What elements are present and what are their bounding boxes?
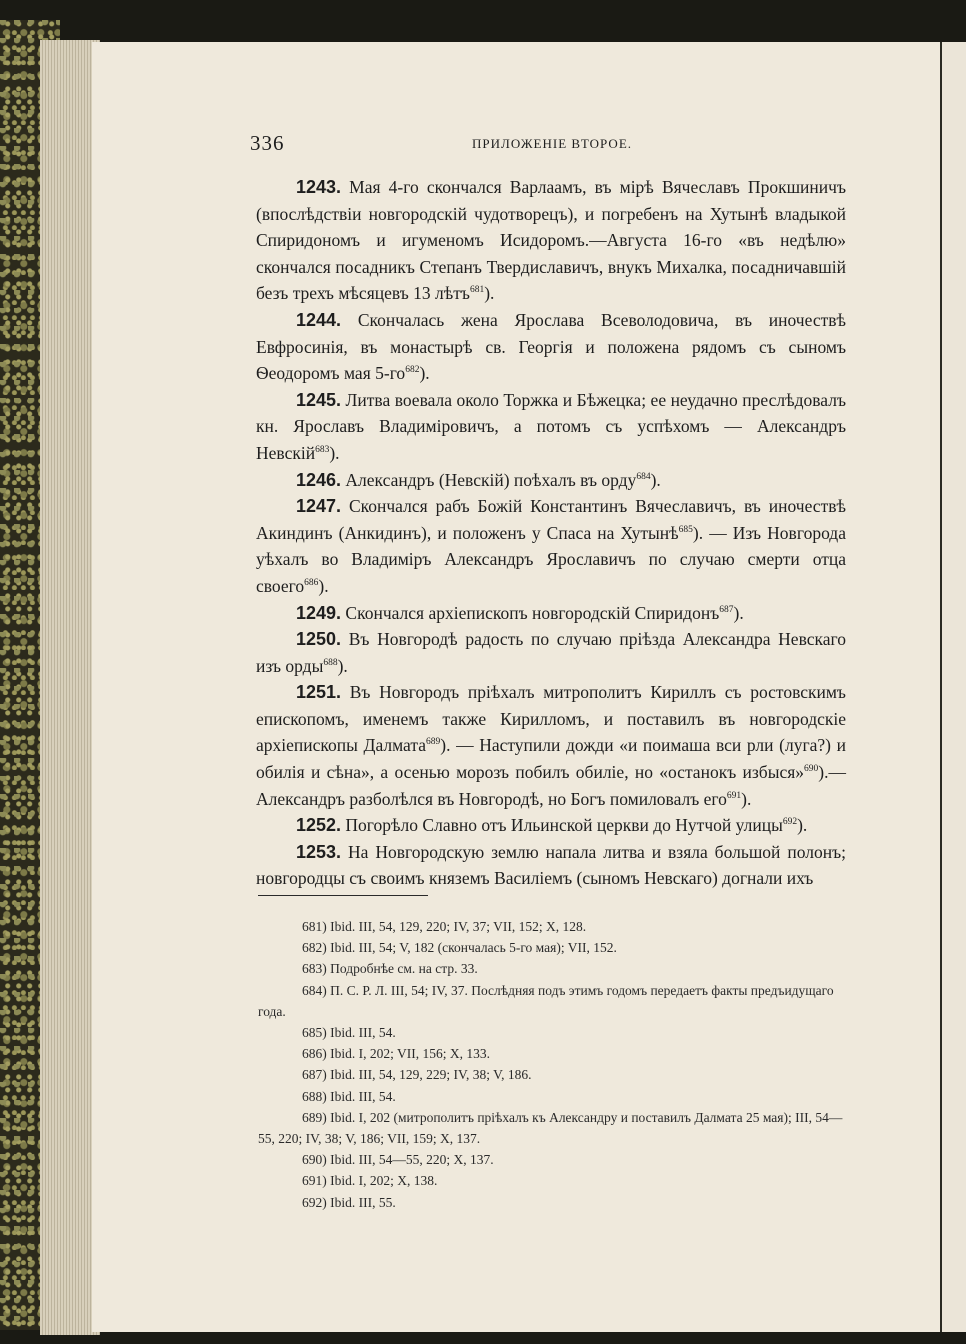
entry-year: 1243. bbox=[296, 177, 342, 197]
footnote-ref: 689 bbox=[426, 737, 441, 748]
entry-1246 bbox=[256, 467, 846, 494]
entry-year: 1247. bbox=[296, 496, 342, 517]
entry-year: 1252. bbox=[296, 815, 342, 836]
page-stack-edge bbox=[40, 40, 100, 1335]
entry-year: 1250. bbox=[296, 629, 342, 650]
entry-tail: ). bbox=[419, 363, 430, 384]
entry-text: Александръ (Невскій) поѣхалъ въ орду bbox=[341, 469, 637, 490]
entry-tail: ). bbox=[329, 442, 340, 463]
entry-tail: ). bbox=[337, 655, 348, 676]
entry-tail: ). bbox=[484, 283, 495, 304]
entry-text: Скончалась жена Ярослава Всеволодовича, въ иночествѣ Евфросинія, въ монастырѣ св. Георгія и положена рядомъ съ сыномъ Ѳеодоромъ мая 5-го bbox=[256, 309, 846, 384]
entry-tail: ). bbox=[797, 815, 808, 836]
entry-1251 bbox=[256, 679, 846, 812]
entry-tail: ). bbox=[733, 602, 744, 623]
entry-year: 1249. bbox=[296, 602, 342, 623]
footnote: 690) Ibid. III, 54—55, 220; X, 137. bbox=[302, 1152, 494, 1168]
footnote: 683) Подробнѣе см. на стр. 33. bbox=[302, 961, 478, 977]
entry-1245 bbox=[256, 387, 846, 467]
footnote-ref: 686 bbox=[304, 578, 319, 589]
entry-year: 1244. bbox=[296, 309, 342, 330]
entry-text: Въ Новгородѣ радость по случаю пріѣзда Александра Невскаго изъ орды bbox=[256, 629, 846, 676]
page-number: 336 bbox=[250, 131, 285, 155]
main-text bbox=[256, 174, 846, 892]
entry-year: 1251. bbox=[296, 682, 342, 703]
page-header bbox=[250, 131, 845, 157]
footnote: 684) П. С. Р. Л. III, 54; IV, 37. Послѣдняя подъ этимъ годомъ передаетъ факты предъидущаго года. bbox=[258, 982, 834, 1019]
entry-text: Въ Новгородъ пріѣхалъ митрополитъ Кириллъ съ ростовскимъ епископомъ, именемъ также Кирилломъ, и поставилъ въ новгородскіе архіепископы Далмата bbox=[256, 682, 846, 756]
footnote-ref: 682 bbox=[405, 365, 420, 376]
entry-1249 bbox=[256, 600, 846, 627]
facing-page-edge bbox=[940, 42, 966, 1332]
entry-tail: ). bbox=[650, 469, 661, 490]
entry-tail: ). bbox=[741, 788, 752, 809]
entry-1247 bbox=[256, 493, 846, 599]
footnote: 686) Ibid. I, 202; VII, 156; X, 133. bbox=[302, 1046, 490, 1062]
footnote-divider bbox=[258, 895, 428, 896]
footnote-ref: 685 bbox=[678, 524, 693, 535]
entry-1252 bbox=[256, 812, 846, 839]
entry-tail: ).— Александръ разболѣлся въ Новгородѣ, но Богъ помиловалъ его bbox=[256, 762, 846, 809]
entry-text: Погорѣло Славно отъ Ильинской церкви до Нутчой улицы bbox=[341, 815, 783, 836]
footnote: 692) Ibid. III, 55. bbox=[302, 1194, 396, 1210]
entry-text: Скончался архіепископъ новгородскій Спиридонъ bbox=[341, 602, 720, 623]
entry-text: На Новгородскую землю напала литва и взяла большой полонъ; новгородцы съ своимъ княземъ Василіемъ (сыномъ Невскаго) догнали ихъ bbox=[256, 841, 846, 889]
footnote-ref: 684 bbox=[636, 471, 651, 482]
entry-1250 bbox=[256, 626, 846, 679]
entry-tail: ). bbox=[318, 575, 329, 596]
footnote: 691) Ibid. I, 202; X, 138. bbox=[302, 1173, 438, 1189]
footnote-ref: 683 bbox=[315, 445, 330, 456]
entry-text: Скончался рабъ Божій Константинъ Вячеславичъ, въ иночествѣ Акиндинъ (Анкидинъ), и положенъ у Спаса на Хутынѣ bbox=[256, 496, 846, 543]
footnote: 682) Ibid. III, 54; V, 182 (скончалась 5-го мая); VII, 152. bbox=[302, 940, 617, 956]
footnote: 688) Ibid. III, 54. bbox=[302, 1088, 396, 1104]
footnote: 681) Ibid. III, 54, 129, 220; IV, 37; VII, 152; X, 128. bbox=[302, 919, 587, 934]
entry-year: 1246. bbox=[296, 469, 342, 490]
entry-tail: ). — Изъ Новгорода уѣхалъ во Владиміръ Александръ Ярославичъ по случаю смерти отца своего bbox=[256, 522, 846, 596]
footnote: 685) Ibid. III, 54. bbox=[302, 1025, 396, 1041]
entry-year: 1245. bbox=[296, 389, 342, 410]
footnote-ref: 688 bbox=[323, 657, 338, 668]
footnote: 689) Ibid. I, 202 (митрополитъ пріѣхалъ къ Александру и поставилъ Далмата 25 мая); III, 54—55, 220; IV, 38; V, 186; VII, 159; X, 137. bbox=[258, 1109, 843, 1147]
footnotes bbox=[258, 916, 850, 1213]
footnote-ref: 690 bbox=[804, 764, 819, 775]
entry-text: Мая 4-го скончался Варлаамъ, въ мірѣ Вячеславъ Прокшиничъ (впослѣдствіи новгородскій чудотворецъ), и погребенъ на Хутынѣ владыкой Спиридономъ и игуменомъ Исидоромъ.—Августа 16-го «въ недѣлю» скончался посадникъ Степанъ Твердиславичъ, внукъ Михалка, посадничавшій безъ трехъ мѣсяцевъ 13 лѣтъ bbox=[256, 177, 846, 304]
entry-1253 bbox=[256, 839, 846, 892]
footnote: 687) Ibid. III, 54, 129, 229; IV, 38; V, 186. bbox=[302, 1067, 532, 1083]
footnote-ref: 692 bbox=[782, 817, 798, 828]
entry-tail: ). — Наступили дожди «и поимаша вси рли (луга?) и обилія и сѣна», а осенью морозъ побилъ обиліе, но «останокъ избыся» bbox=[256, 735, 846, 783]
footnote-ref: 691 bbox=[726, 790, 742, 801]
entry-year: 1253. bbox=[296, 841, 342, 862]
entry-1244 bbox=[256, 307, 846, 387]
entry-text: Литва воевала около Торжка и Бѣжецка; ее неудачно преслѣдовалъ кн. Ярославъ Владиміровичъ, а потомъ съ успѣхомъ — Александръ Невскій bbox=[256, 389, 846, 463]
footnote-ref: 687 bbox=[719, 604, 734, 615]
running-title: ПРИЛОЖЕНІЕ ВТОРОЕ. bbox=[472, 136, 633, 151]
entry-1243 bbox=[256, 174, 846, 307]
footnote-ref: 681 bbox=[469, 285, 485, 296]
